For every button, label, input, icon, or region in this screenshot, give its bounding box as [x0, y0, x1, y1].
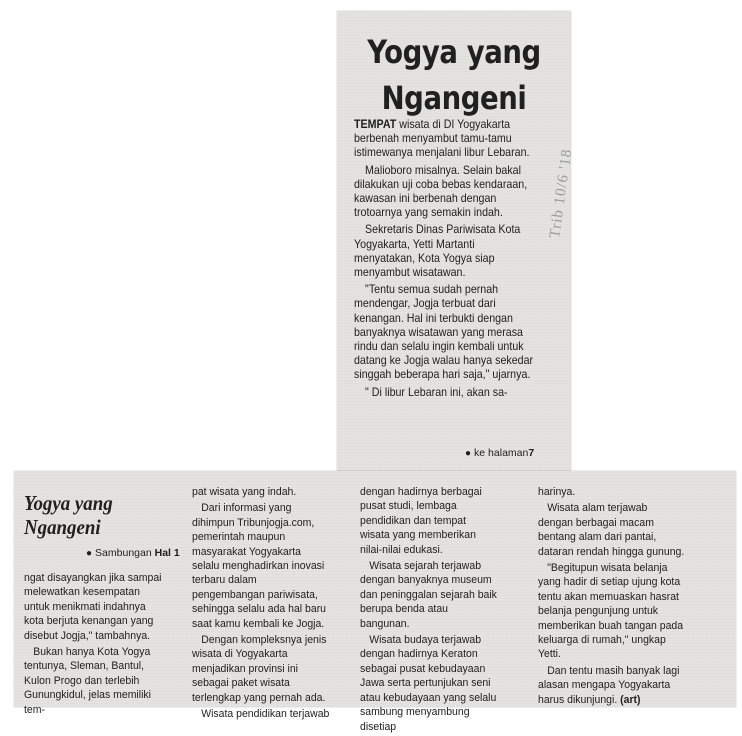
column-paragraph: pat wisata yang indah. — [192, 486, 297, 498]
column-paragraph: dengan hadirnya berbagai pusat studi, lembaga pendidikan dan tempat wisata yang memberikan nilai-nilai edukasi. — [360, 486, 482, 556]
lead-text: wisata di DI Yogyakarta berbenah menyambut tamu-tamu istimewanya menjalani libur Lebaran. — [354, 118, 530, 160]
text-column-1 — [24, 571, 162, 719]
continued-indicator — [465, 447, 534, 459]
column-paragraph: Bukan hanya Kota Yogya tentunya, Sleman, Bantul, Kulon Progo dan terlebih Gunungkidul, jelas memiliki tem- — [24, 646, 151, 716]
column-paragraph: Wisata pendidikan terjawab — [201, 708, 330, 721]
column-paragraph: ngat disayangkan jika sampai melewatkan kesempatan untuk menikmati indahnya kota berjuta kenangan yang disebut Jogja," tambahnya. — [24, 572, 162, 642]
text-column-3 — [360, 485, 498, 736]
top-newspaper-clipping — [337, 11, 576, 474]
column-paragraph: Wisata sejarah terjawab dengan banyaknya museum dan peninggalan sejarah baik berupa benda atau bangunan. — [360, 560, 497, 630]
continuation-headline-line-2: Ngangeni — [24, 515, 101, 539]
column-paragraph: Wisata alam terjawab dengan berbagai macam bentang alam dari pantai, dataran rendah hingga gunung. — [538, 502, 685, 558]
text-column-4 — [538, 485, 685, 709]
article-paragraph: "Tentu semua sudah pernah mendengar, Jogja terbuat dari kenangan. Hal ini terbukti dengan banyaknya wisatawan yang merasa rindu dan selalu ingin kembali untuk datang ke Jogja walau hanya sekedar singgah beberapa hari saja," ujarnya. — [354, 283, 534, 382]
column-paragraph: Dari informasi yang dihimpun Tribunjogja.com, pemerintah maupun masyarakat Yogyakarta selalu menghadirkan inovasi terbaru dalam pengembangan pariwisata, sehingga selalu ada hal baru saat kamu kembali ke Jogja. — [192, 502, 327, 630]
article-paragraph: Malioboro misalnya. Selain bakal dilakukan uji coba bebas kendaraan, kawasan ini berbenah dengan trotoarnya yang semakin indah. — [354, 163, 528, 220]
continuation-headline — [24, 491, 113, 539]
text-column-2 — [192, 485, 330, 724]
sambungan-indicator — [86, 547, 180, 559]
bullet-icon: ● — [86, 548, 93, 559]
column-paragraph — [538, 664, 685, 707]
article-paragraph: " Di libur Lebaran ini, akan sa- — [365, 385, 508, 399]
sambungan-page: Hal 1 — [154, 547, 180, 559]
column-paragraph: "Begitupun wisata belanja yang hadir di setiap ujung kota tentu akan memuaskan hasrat belanja pengunjung untuk memberikan buah tangan pada keluarga di rumah," ungkap Yetti. — [538, 562, 684, 661]
bottom-newspaper-clipping — [14, 471, 736, 733]
lead-paragraph — [354, 118, 533, 161]
headline-line-2: Ngangeni — [381, 79, 527, 117]
lead-word: TEMPAT — [354, 118, 397, 131]
headline-line-1: Yogya yang — [367, 33, 541, 71]
bullet-icon: ● — [465, 448, 472, 459]
handwritten-note: Trib 10/6 '18 — [547, 147, 576, 240]
closing-text: Dan tentu masih banyak lagi alasan mengapa Yogyakarta harus dikunjungi. — [538, 664, 680, 706]
author-signature: (art) — [620, 693, 641, 706]
continued-page: 7 — [528, 447, 535, 459]
column-paragraph: Dengan kompleksnya jenis wisata di Yogyakarta menjadikan provinsi ini sebagai paket wisata terlengkap yang pernah ada. — [192, 634, 327, 704]
sambungan-label: Sambungan — [95, 547, 152, 559]
continued-label: ke halaman — [474, 447, 529, 459]
headline — [353, 29, 554, 121]
column-paragraph: harinya. — [538, 486, 576, 498]
continuation-headline-line-1: Yogya yang — [24, 491, 113, 515]
article-body — [354, 118, 533, 403]
article-paragraph: Sekretaris Dinas Pariwisata Kota Yogyakarta, Yetti Martanti menyatakan, Kota Yogya siap menyambut wisatawan. — [354, 223, 521, 280]
column-paragraph: Wisata budaya terjawab dengan hadirnya Keraton sebagai pusat kebudayaan Jawa serta pertunjukan seni atau kebudayaan yang selalu sambung menyambung disetiap — [360, 634, 497, 733]
